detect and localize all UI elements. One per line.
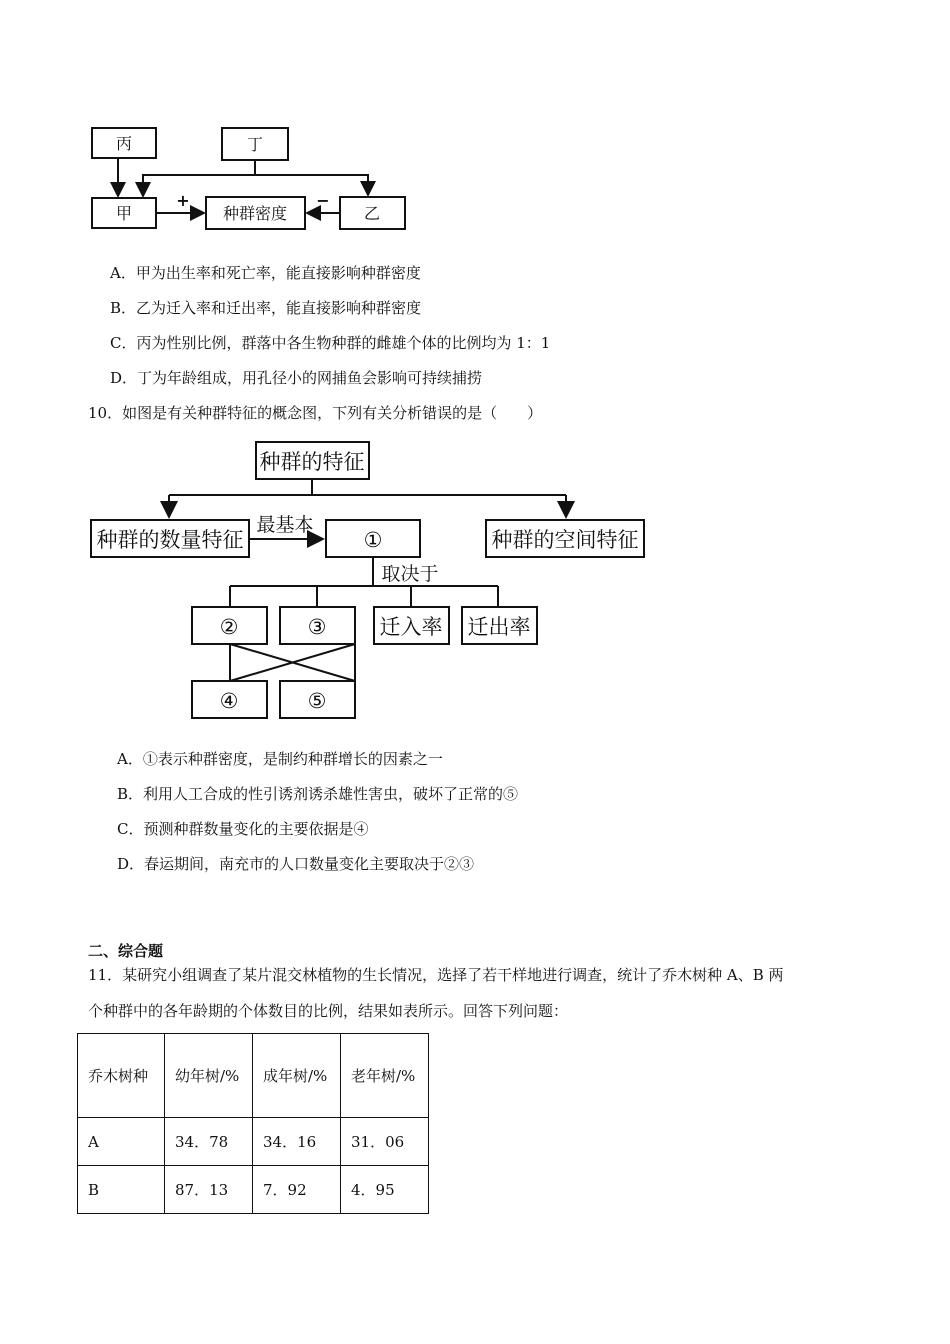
label-basic: 最基本 [256, 514, 314, 536]
table-header-cell: 幼年树/% [165, 1034, 253, 1118]
label-ding: 丁 [246, 135, 264, 154]
q10-option-b: B．利用人工合成的性引诱剂诱杀雄性害虫，破坏了正常的⑤ [117, 785, 519, 803]
table-cell: A [78, 1118, 165, 1166]
q9-option-c: C．丙为性别比例，群落中各生物种群的雌雄个体的比例均为 1：1 [110, 334, 551, 352]
label-circle2: ② [219, 615, 239, 639]
label-emigration: 迁出率 [467, 615, 531, 639]
table-header-cell: 乔木树种 [78, 1034, 165, 1118]
minus-sign: − [316, 191, 330, 210]
population-characteristics-diagram [85, 438, 655, 728]
q9-option-d: D．丁为年龄组成，用孔径小的网捕鱼会影响可持续捕捞 [110, 369, 483, 387]
table-row [78, 1166, 429, 1214]
label-jia: 甲 [115, 204, 133, 223]
label-depends: 取决于 [381, 563, 439, 585]
table-cell: 34．16 [253, 1118, 341, 1166]
table-cell: 34．78 [165, 1118, 253, 1166]
q9-option-a: A．甲为出生率和死亡率，能直接影响种群密度 [110, 264, 421, 282]
table-row [78, 1118, 429, 1166]
label-circle3: ③ [307, 615, 327, 639]
label-immigration: 迁入率 [379, 615, 443, 639]
q9-option-b: B．乙为迁入率和迁出率，能直接影响种群密度 [110, 299, 422, 317]
arrow-ding-branches [143, 160, 255, 196]
age-structure-table [77, 1033, 429, 1214]
label-bing: 丙 [115, 134, 133, 153]
q10-option-a: A．①表示种群密度，是制约种群增长的因素之一 [117, 750, 443, 768]
table-cell: B [78, 1166, 165, 1214]
plus-sign: + [176, 191, 190, 210]
table-cell: 87．13 [165, 1166, 253, 1214]
label-quantity: 种群的数量特征 [96, 528, 244, 552]
label-circle1: ① [363, 528, 383, 552]
q11-stem-line1: 11．某研究小组调查了某片混交林植物的生长情况，选择了若干样地进行调查，统计了乔木树种 A、B 两 [88, 966, 784, 984]
label-circle5: ⑤ [307, 689, 327, 713]
label-yi: 乙 [363, 204, 381, 223]
q11-stem-line2: 个种群中的各年龄期的个体数目的比例，结果如表所示。回答下列问题： [88, 1002, 569, 1020]
label-top: 种群的特征 [259, 450, 365, 474]
table-cell: 31．06 [341, 1118, 429, 1166]
table-header-row [78, 1034, 429, 1118]
q10-option-d: D．春运期间，南充市的人口数量变化主要取决于②③ [117, 855, 475, 873]
q10-stem: 10．如图是有关种群特征的概念图，下列有关分析错误的是（ ） [88, 404, 543, 422]
label-circle4: ④ [219, 689, 239, 713]
label-density: 种群密度 [222, 204, 288, 223]
table-cell: 4．95 [341, 1166, 429, 1214]
table-header-cell: 老年树/% [341, 1034, 429, 1118]
label-spatial: 种群的空间特征 [491, 528, 639, 552]
q10-option-c: C．预测种群数量变化的主要依据是④ [117, 820, 369, 838]
section-title: 二、综合题 [88, 942, 164, 960]
table-header-cell: 成年树/% [253, 1034, 341, 1118]
table-cell: 7．92 [253, 1166, 341, 1214]
population-factor-diagram [85, 120, 415, 240]
